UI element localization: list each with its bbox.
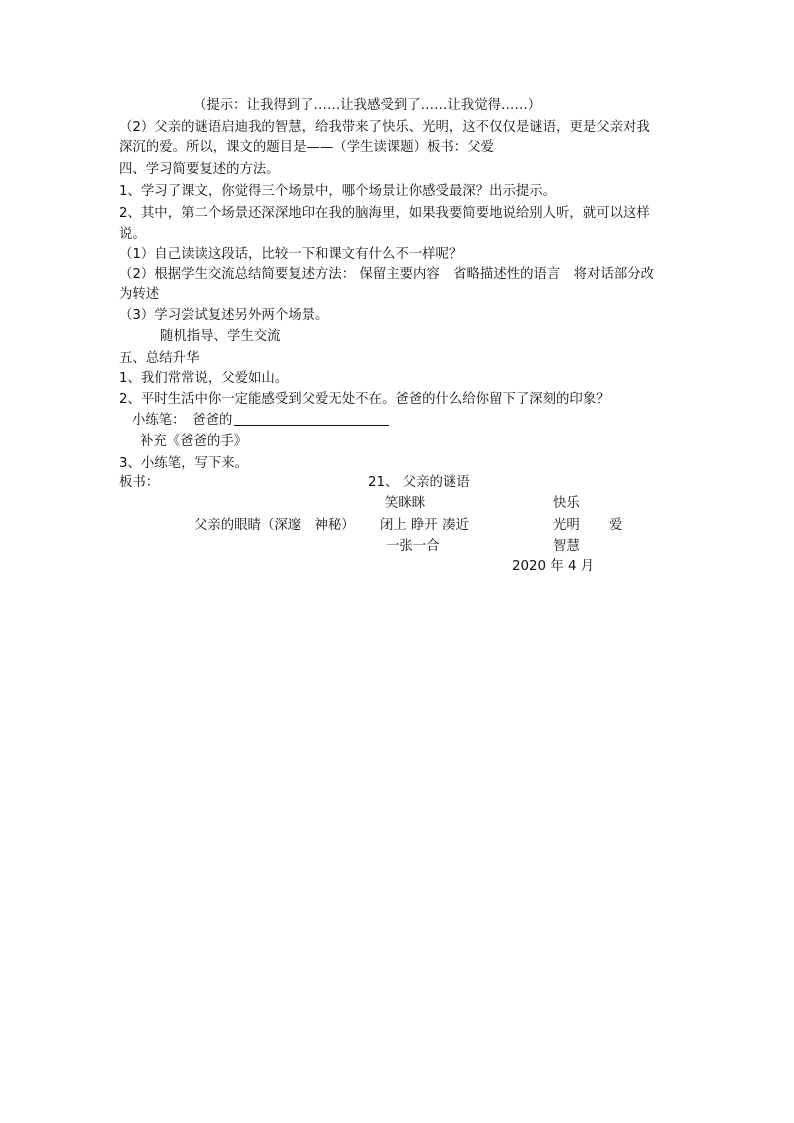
section-4-guidance: 随机指导、学生交流 <box>160 329 281 344</box>
board-label: 板书： <box>119 475 160 490</box>
section-5-item-1: 1、我们常常说，父爱如山。 <box>119 371 289 386</box>
exercise-label: 小练笔： 爸爸的 <box>132 413 233 428</box>
section-5-item-2: 2、平时生活中你一定能感受到父爱无处不在。爸爸的什么给你留下了深刻的印象？ <box>119 392 610 407</box>
section-4-item-1: 1、学习了课文，你觉得三个场景中，哪个场景让你感受最深？出示提示。 <box>119 184 557 199</box>
section-4-point-2-line-2: 为转述 <box>119 287 160 302</box>
board-smile: 笑眯眯 <box>385 496 426 511</box>
supplement-line: 补充《爸爸的手》 <box>140 434 248 449</box>
board-eyes: 父亲的眼睛（深邃 神秘） <box>194 518 355 533</box>
section-4-item-2-line-1: 2、其中，第二个场景还深深地印在我的脑海里，如果我要简要地说给别人听，就可以这样 <box>119 206 650 221</box>
paragraph-2-line-1: （2）父亲的谜语启迪我的智慧，给我带来了快乐、光明，这不仅仅是谜语，更是父亲对我 <box>119 120 650 135</box>
board-love: 爱 <box>609 518 623 533</box>
board-date: 2020 年 4 月 <box>512 559 595 574</box>
section-4-point-3: （3）学习尝试复述另外两个场景。 <box>119 308 329 323</box>
board-wisdom: 智慧 <box>553 539 580 554</box>
exercise-line <box>132 411 389 431</box>
section-5-item-3: 3、小练笔，写下来。 <box>119 456 249 471</box>
section-4-point-2-line-1: （2）根据学生交流总结简要复述方法： 保留主要内容 省略描述性的语言 将对话部分改 <box>119 267 655 282</box>
section-4-heading: 四、学习简要复述的方法。 <box>119 162 280 177</box>
section-4-point-1: （1）自己读读这段话，比较一下和课文有什么不一样呢？ <box>119 247 463 262</box>
section-4-item-2-line-2: 说。 <box>119 227 146 242</box>
board-one-open: 一张一合 <box>386 539 440 554</box>
board-light: 光明 <box>553 518 580 533</box>
board-open-close: 闭上 睁开 凑近 <box>380 518 469 533</box>
hint-line: （提示：让我得到了……让我感受到了……让我觉得……） <box>193 98 542 113</box>
paragraph-2-line-2: 深沉的爱。所以，课文的题目是——（学生读课题）板书：父爱 <box>119 140 494 155</box>
board-joy: 快乐 <box>553 496 580 511</box>
fill-in-blank <box>234 411 389 426</box>
section-5-heading: 五、总结升华 <box>119 351 200 366</box>
board-title: 21、 父亲的谜语 <box>368 475 470 490</box>
